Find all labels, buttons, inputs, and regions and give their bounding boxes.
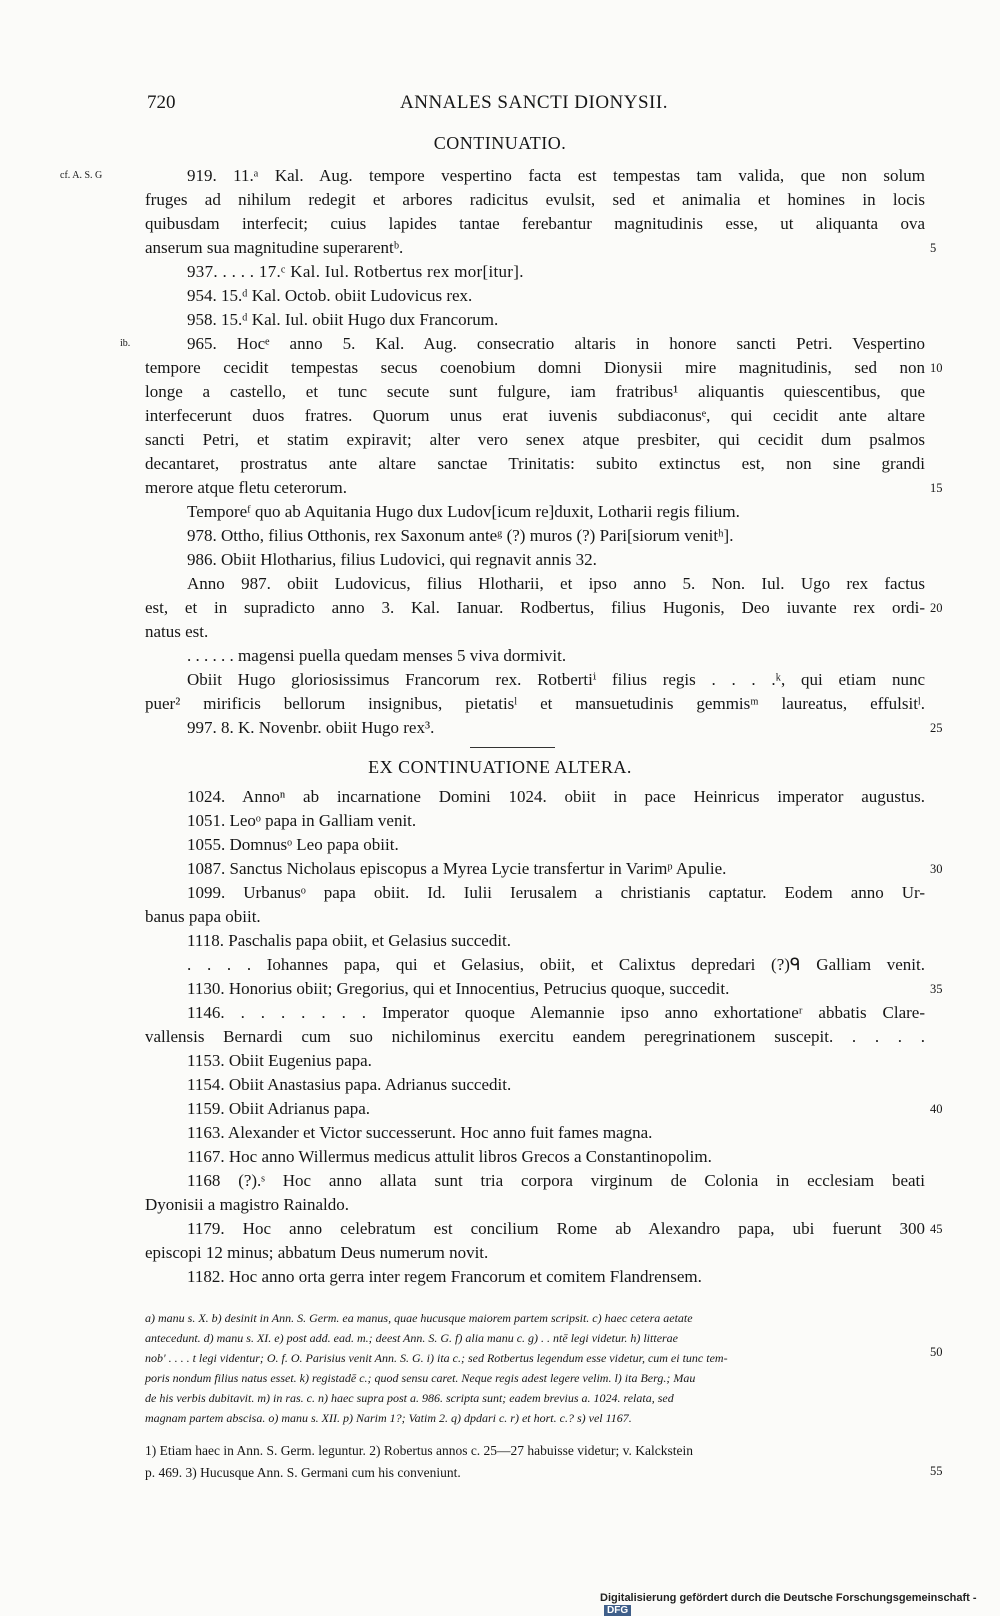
footnote-line: magnam partem abscisa. o) manu s. XII. p) Narim 1?; Vatim 2. q) dpdari c. r) et hort. c.? s) vel 1167. [145,1411,632,1425]
text-line: vallensis Bernardi cum suo nichilominus exercitu eandem peregrinationem suscepit. . . . . [145,1027,925,1046]
page-number: 720 [147,92,176,113]
text-line: decantaret, prostratus ante altare sanctae Trinitatis: subito extinctus est, non sine grandi [145,454,925,473]
line-number: 10 [930,361,943,375]
text-line: merore atque fletu ceterorum. [145,478,348,497]
section-title-continuatio-altera: EX CONTINUATIONE ALTERA. [368,757,632,777]
digitization-credit [600,1592,1000,1616]
line-number: 40 [930,1102,943,1116]
line-number: 55 [930,1464,943,1478]
text-line: Dyonisii a magistro Rainaldo. [145,1195,349,1214]
text-line: 1051. Leoᵒ papa in Galliam venit. [187,811,417,830]
text-line: 1179. Hoc anno celebratum est concilium Rome ab Alexandro papa, ubi fuerunt 300 [187,1219,925,1238]
text-line: 1024. Annoⁿ ab incarnatione Domini 1024. obiit in pace Heinricus imperator augustus. [187,787,925,806]
text-line: fruges ad nihilum redegit et arbores radicitus evulsit, sed et animalia et homines in locis [145,190,925,209]
text-line: 997. 8. K. Novenbr. obiit Hugo rex³. [187,718,435,737]
margin-ref: cf. A. S. G [60,170,103,181]
text-line: 1146. . . . . . . . Imperator quoque Alemannie ipso anno exhortationeʳ abbatis Clare- [187,1003,925,1022]
text-line: 1182. Hoc anno orta gerra inter regem Francorum et comitem Flandrensem. [187,1267,702,1286]
text-line: 1099. Urbanusᵒ papa obiit. Id. Iulii Ierusalem a christianis captatur. Eodem anno Ur- [187,883,925,902]
text-line: 1168 (?).ˢ Hoc anno allata sunt tria corpora virginum de Colonia in ecclesiam beati [187,1171,925,1190]
line-number: 15 [930,481,943,495]
text-line: anserum sua magnitudine superarentᵇ. [145,238,404,257]
footnote-line: p. 469. 3) Hucusque Ann. S. Germani cum his conveniunt. [145,1465,461,1480]
text-line: 1163. Alexander et Victor successerunt. Hoc anno fuit fames magna. [187,1123,653,1142]
text-line: sancti Petri, et statim expiravit; alter vero senex atque presbiter, qui cecidit dum psalmos [145,430,925,449]
text-line: longe a castello, et tunc secute sunt fulgure, iam fratribus¹ aliquantis quiescentibus, que [145,382,925,401]
footnote-line: a) manu s. X. b) desinit in Ann. S. Germ. ea manus, quae hucusque maiorem partem scripsit. c) haec cetera aetate [145,1311,693,1325]
line-number: 45 [930,1222,943,1236]
credit-text: Digitalisierung gefördert durch die Deutsche Forschungsgemeinschaft - [600,1592,977,1604]
dfg-logo: DFG [604,1605,631,1616]
text-line: natus est. [145,622,209,641]
text-line: banus papa obiit. [145,907,261,926]
section-title-continuatio: CONTINUATIO. [433,133,567,153]
footnote-line: antecedunt. d) manu s. XI. e) post add. ead. m.; deest Ann. S. G. f) alia manu c. g) . . ntē legi videtur. h) litterae [145,1331,679,1345]
text-line: 937. . . . . 17.ᶜ Kal. Iul. Rotbertus rex mor[itur]. [187,262,524,281]
text-line: 1087. Sanctus Nicholaus episcopus a Myrea Lycie transfertur in Varimᵖ Apulie. [187,859,727,878]
footnote-line: de his verbis dubitavit. m) in ras. c. n) haec supra post a. 986. scripta sunt; eadem brevius a. 1024. relata, sed [145,1391,674,1405]
text-line: est, et in supradicto anno 3. Kal. Ianuar. Rodbertus, filius Hugonis, Deo iuvante rex ordi- [145,598,925,617]
text-line: 1118. Paschalis papa obiit, et Gelasius succedit. [187,931,512,950]
section-divider [470,747,555,748]
text-line: tempore cecidit tempestas secus coenobium domni Dionysii mire magnitudinis, sed non [145,358,925,377]
text-line: interfecerunt duos fratres. Quorum unus erat iuvenis subdiaconusᵉ, qui cecidit ante altare [145,406,925,425]
running-title: ANNALES SANCTI DIONYSII. [400,92,668,113]
text-line: Anno 987. obiit Ludovicus, filius Hlotharii, et ipso anno 5. Non. Iul. Ugo rex factus [187,574,925,593]
text-line: 954. 15.ᵈ Kal. Octob. obiit Ludovicus rex. [187,286,473,305]
text-line: 1153. Obiit Eugenius papa. [187,1051,372,1070]
line-number: 50 [930,1345,943,1359]
line-number: 5 [930,241,937,255]
line-number: 35 [930,982,943,996]
line-number: 20 [930,601,943,615]
text-line: quibusdam interfecit; cuius lapides tantae ferebantur magnitudinis esse, ut aliquanta ova [145,214,925,233]
text-line: 958. 15.ᵈ Kal. Iul. obiit Hugo dux Francorum. [187,310,499,329]
text-line: . . . . Iohannes papa, qui et Gelasius, obiit, et Calixtus depredari (?)ᑫ Galliam venit. [187,955,925,974]
text-line: Obiit Hugo gloriosissimus Francorum rex. Rotbertiⁱ filius regis . . . .ᵏ, qui etiam nunc [187,670,925,689]
text-line: 965. Hocᵉ anno 5. Kal. Aug. consecratio altaris in honore sancti Petri. Vespertino [187,334,925,353]
line-number: 30 [930,862,943,876]
text-line: episcopi 12 minus; abbatum Deus numerum novit. [145,1243,489,1262]
footnote-line: poris nondum filius natus esset. k) registadē c.; quod sensu caret. Neque regis adest legere velim. l) ita Berg.; Mau [145,1371,696,1385]
text-line: 1130. Honorius obiit; Gregorius, qui et Innocentius, Petrucius quoque, succedit. [187,979,730,998]
margin-ref: ib. [120,338,131,349]
footnote-line: 1) Etiam haec in Ann. S. Germ. leguntur. 2) Robertus annos c. 25—27 habuisse videtur; v. Kalckstein [145,1443,694,1458]
text-line: 1159. Obiit Adrianus papa. [187,1099,371,1118]
text-line: 1154. Obiit Anastasius papa. Adrianus succedit. [187,1075,512,1094]
text-line: Temporeᶠ quo ab Aquitania Hugo dux Ludov[icum re]duxit, Lotharii regis filium. [187,502,740,521]
text-line: puer² mirificis bellorum insignibus, pietatisˡ et mansuetudinis gemmisᵐ laureatus, effulsitˡ. [145,694,925,713]
text-line: 1167. Hoc anno Willermus medicus attulit libros Grecos a Constantinopolim. [187,1147,712,1166]
text-line: . . . . . . magensi puella quedam menses 5 viva dormivit. [187,646,567,665]
footnote-line: nob' . . . . t legi videntur; O. f. O. Parisius venit Ann. S. G. i) ita c.; sed Rotbertus legendum esse videtur, cum ei tunc tem- [145,1351,728,1365]
text-line: 919. 11.ᵃ Kal. Aug. tempore vespertino facta est tempestas tam valida, que non solum [187,166,925,185]
text-line: 978. Ottho, filius Otthonis, rex Saxonum anteᵍ (?) muros (?) Pari[siorum venitʰ]. [187,526,734,545]
line-number: 25 [930,721,943,735]
text-line: 1055. Domnusᵒ Leo papa obiit. [187,835,399,854]
text-line: 986. Obiit Hlotharius, filius Ludovici, qui regnavit annis 32. [187,550,597,569]
